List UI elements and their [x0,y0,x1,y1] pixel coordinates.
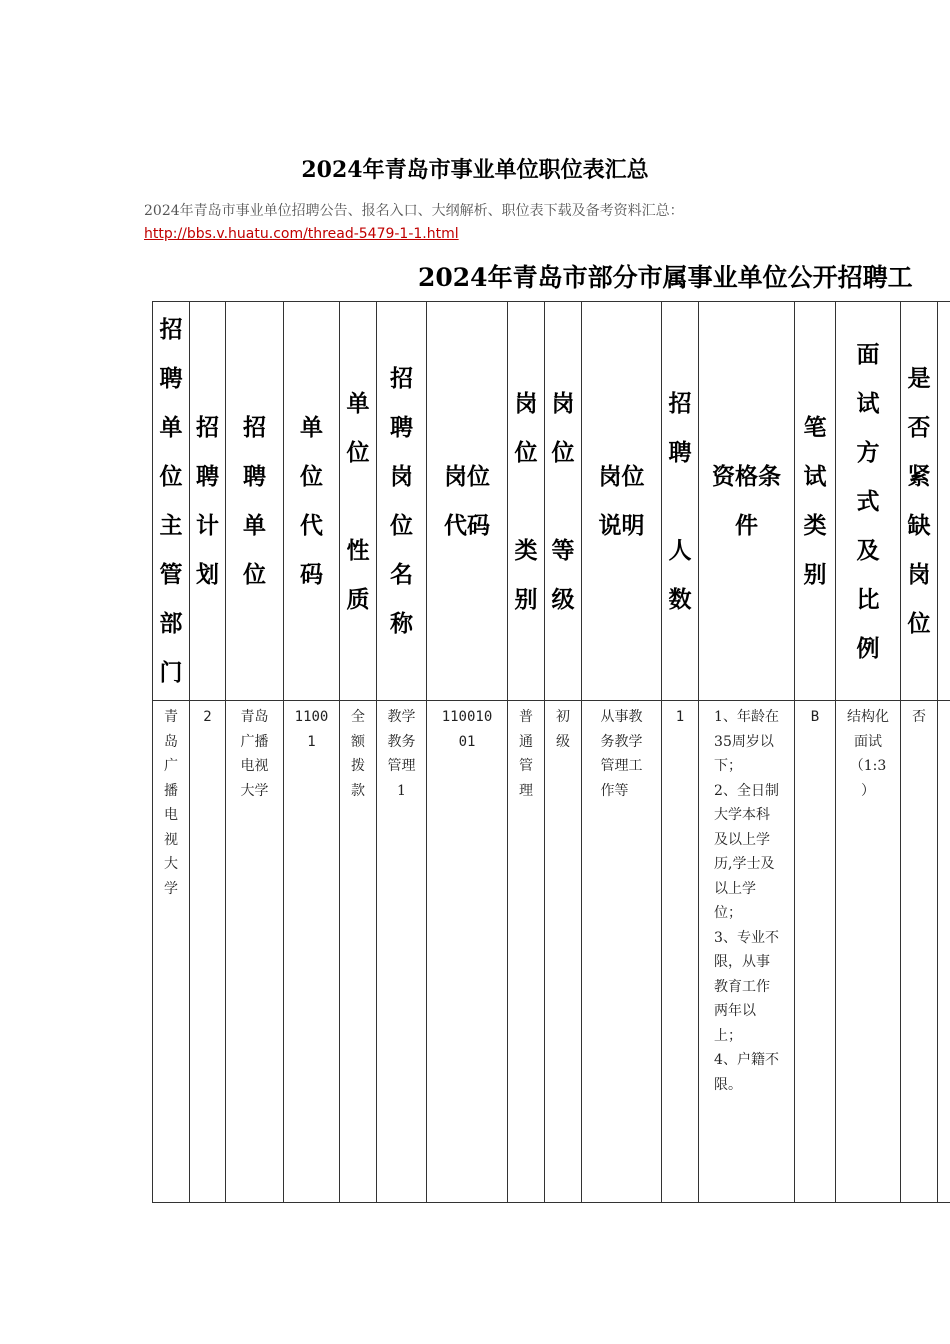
cell-shortage-position: 否 [901,701,938,1203]
header-recruit-plan: 招 聘 计 划 [190,302,226,701]
cell-supervising-dept: 青 岛 广 播 电 视 大 学 [153,701,190,1203]
cell-position-category: 普 通 管 理 [508,701,545,1203]
table-title: 2024年青岛市部分市属事业单位公开招聘工 [418,263,913,292]
header-unit-nature: 单 位 性 质 [340,302,377,701]
cell-truncated [938,701,950,1203]
cell-position-name: 教学 教务 管理 1 [377,701,427,1203]
header-shortage-position: 是 否 紧 缺 岗 位 [901,302,938,701]
header-interview-method: 面 试 方 式 及 比 例 [836,302,901,701]
header-truncated [938,302,950,701]
header-recruiting-unit: 招 聘 单 位 [226,302,284,701]
document-title: 2024年青岛市事业单位职位表汇总 [301,157,649,183]
header-headcount: 招 聘 人 数 [662,302,699,701]
header-exam-category: 笔 试 类 别 [795,302,836,701]
cell-qualifications: 1、年龄在 35周岁以 下； 2、全日制 大学本科 及以上学 历,学士及 以上学 位； 3、专业不 限，从事 教育工作 两年以 上； 4、户籍不 限。 [699,701,795,1203]
cell-recruit-plan: 2 [190,701,226,1203]
header-supervising-dept: 招 聘 单 位 主 管 部 门 [153,302,190,701]
cell-position-level: 初 级 [545,701,582,1203]
cell-position-description: 从事教 务教学 管理工 作等 [582,701,662,1203]
header-position-category: 岗 位 类 别 [508,302,545,701]
header-position-code: 岗位 代码 [427,302,508,701]
cell-unit-nature: 全 额 拨 款 [340,701,377,1203]
cell-exam-category: B [795,701,836,1203]
cell-headcount: 1 [662,701,699,1203]
header-qualifications: 资格条 件 [699,302,795,701]
table-row [153,701,950,1203]
header-position-description: 岗位 说明 [582,302,662,701]
header-unit-code: 单 位 代 码 [284,302,340,701]
header-position-name: 招 聘 岗 位 名 称 [377,302,427,701]
resource-link[interactable]: http://bbs.v.huatu.com/thread-5479-1-1.html [144,226,459,242]
cell-interview-method: 结构化 面试 （1:3 ） [836,701,901,1203]
intro-text: 2024年青岛市事业单位招聘公告、报名入口、大纲解析、职位表下载及备考资料汇总： [144,203,684,219]
cell-position-code: 110010 01 [427,701,508,1203]
table-header-row [153,302,950,701]
job-table [152,301,950,1203]
cell-unit-code: 1100 1 [284,701,340,1203]
header-position-level: 岗 位 等 级 [545,302,582,701]
cell-recruiting-unit: 青岛 广播 电视 大学 [226,701,284,1203]
